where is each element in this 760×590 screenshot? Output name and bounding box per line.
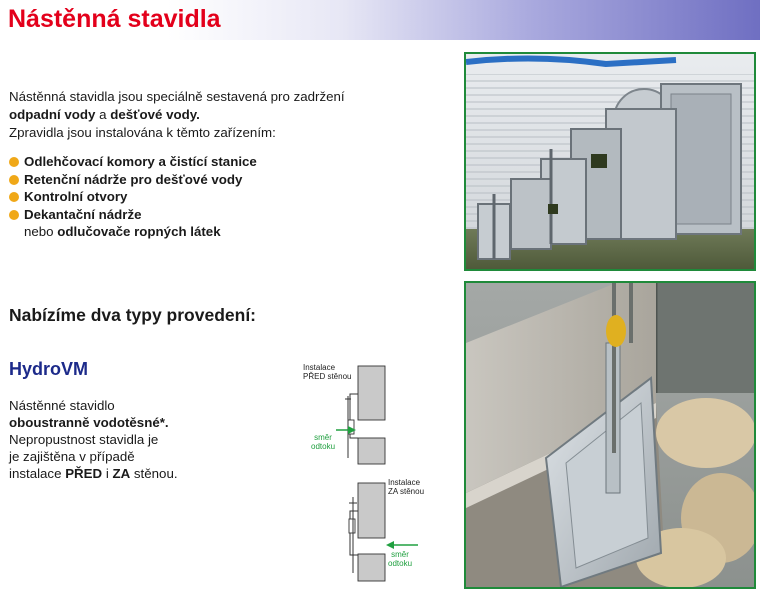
bullet-dot-icon <box>9 157 19 167</box>
list-item: Retenční nádrže pro dešťové vody <box>9 171 449 189</box>
product-name: HydroVM <box>9 359 89 379</box>
product-description: Nástěnné stavidlo oboustranně vodotěsné*. Nepropustnost stavidla je je zajištěna v případě instalace PŘED i ZA stěnou. <box>9 398 178 481</box>
intro-term-waste-water: odpadní vody <box>9 107 96 122</box>
photo-wall-gates-display <box>464 52 756 271</box>
diagram-install-behind <box>330 477 430 585</box>
diagram-behind-flow-label: směr odtoku <box>388 550 413 568</box>
photo-installed-gate <box>464 281 756 589</box>
list-item: Kontrolní otvory <box>9 188 449 206</box>
intro-line-3: Zpravidla jsou instalována k těmto zařízením: <box>9 125 276 140</box>
list-item: Dekantační nádrže nebo odlučovače ropných látek <box>9 206 449 241</box>
diagram-install-front <box>298 358 398 470</box>
intro-line-1: Nástěnná stavidla jsou speciálně sestavená pro zadržení <box>9 89 345 104</box>
bullet-dot-icon <box>9 192 19 202</box>
gates-photo-image <box>466 54 754 269</box>
intro-paragraph <box>9 88 449 142</box>
bullet-dot-icon <box>9 210 19 220</box>
types-heading: Nabízíme dva typy provedení: <box>9 305 257 325</box>
list-item-continuation: nebo odlučovače ropných látek <box>24 224 221 239</box>
page-title: Nástěnná stavidla <box>8 5 221 33</box>
intro-line-2 <box>9 106 449 124</box>
diagram-front-label: Instalace PŘED stěnou <box>303 363 352 381</box>
title-banner <box>0 0 760 40</box>
installation-list <box>9 153 449 241</box>
diagram-behind-label: Instalace ZA stěnou <box>388 478 425 496</box>
intro-term-rain-water: dešťové vody. <box>110 107 200 122</box>
intro-connector: a <box>95 107 111 122</box>
bullet-dot-icon <box>9 175 19 185</box>
list-item: Odlehčovací komory a čistící stanice <box>9 153 449 171</box>
diagram-front-flow-label: směr odtoku <box>311 433 336 451</box>
installed-gate-photo-image <box>466 283 754 587</box>
